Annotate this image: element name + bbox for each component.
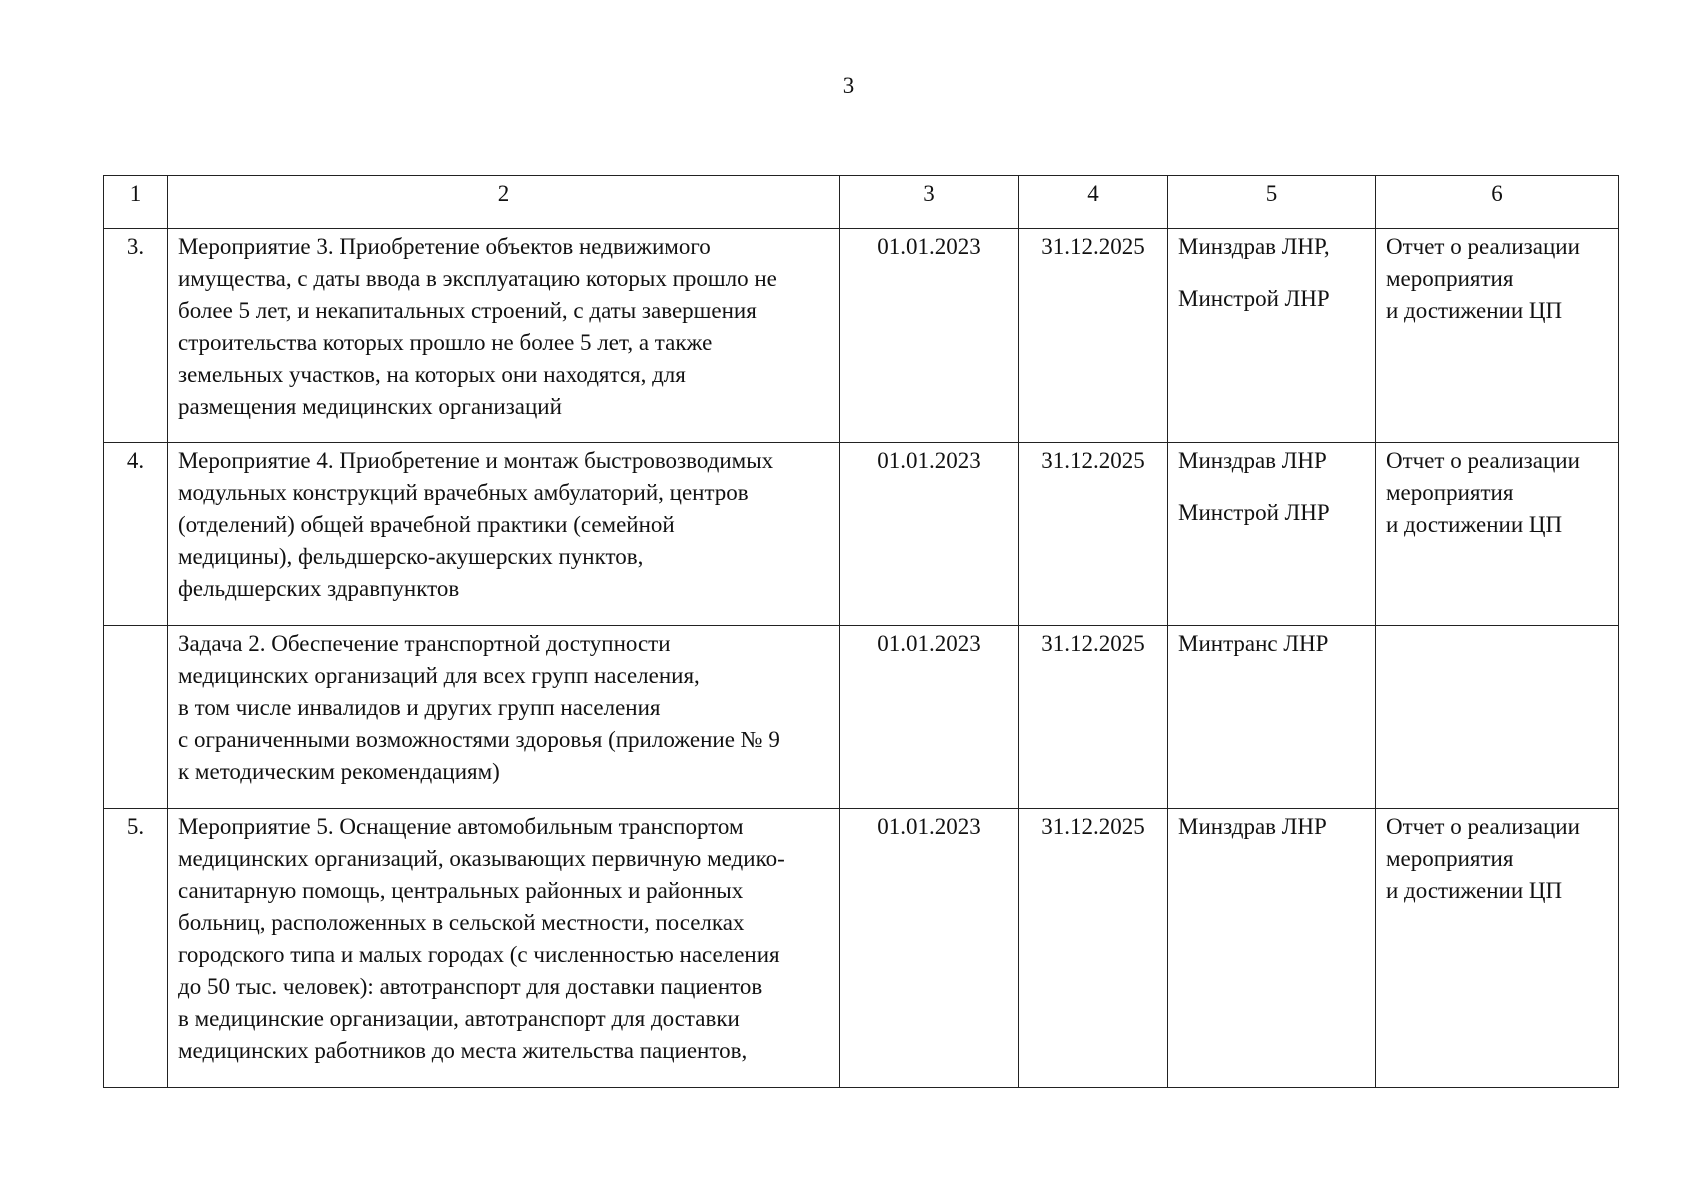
result-line: Отчет о реализации [1386,448,1580,473]
table-row [104,443,1619,626]
description-line: санитарную помощь, центральных районных и районных [178,878,744,903]
result-line: мероприятия [1386,266,1514,291]
header-cell: 5 [1168,176,1376,229]
responsible [1168,809,1376,1088]
responsible-line: Минтранс ЛНР [1178,631,1329,656]
description-line: Задача 2. Обеспечение транспортной доступности [178,631,671,656]
row-number: 3. [104,229,168,443]
description-line: более 5 лет, и некапитальных строений, с даты завершения [178,298,757,323]
description-line: медицинских организаций, оказывающих первичную медико- [178,846,785,871]
responsible-line: Минздрав ЛНР [1178,448,1327,473]
description-line: фельдшерских здравпунктов [178,576,460,601]
result-line: и достижении ЦП [1386,298,1563,323]
result-line: и достижении ЦП [1386,878,1563,903]
end-date: 31.12.2025 [1019,809,1168,1088]
row-description [168,229,840,443]
header-cell: 6 [1376,176,1619,229]
end-date: 31.12.2025 [1019,229,1168,443]
header-cell: 2 [168,176,840,229]
start-date: 01.01.2023 [840,443,1019,626]
responsible-line: Минстрой ЛНР [1178,500,1330,525]
result [1376,443,1619,626]
header-cell: 1 [104,176,168,229]
description-line: городского типа и малых городах (с численностью населения [178,942,780,967]
row-description [168,626,840,809]
description-line: в медицинские организации, автотранспорт для доставки [178,1006,740,1031]
row-number: 5. [104,809,168,1088]
responsible [1168,443,1376,626]
description-line: медицинских работников до места жительства пациентов, [178,1038,748,1063]
end-date: 31.12.2025 [1019,443,1168,626]
description-line: медицинских организаций для всех групп населения, [178,663,700,688]
row-number: 4. [104,443,168,626]
row-description [168,809,840,1088]
result-line: мероприятия [1386,480,1514,505]
header-cell: 3 [840,176,1019,229]
responsible-line: Минздрав ЛНР, [1178,234,1330,259]
description-line: размещения медицинских организаций [178,394,562,419]
description-line: больниц, расположенных в сельской местности, поселках [178,910,745,935]
table-row [104,229,1619,443]
plan-table [103,175,1619,1088]
page-number: 3 [842,73,855,98]
description-line: Мероприятие 4. Приобретение и монтаж быстровозводимых [178,448,774,473]
table-row [104,809,1619,1088]
description-line: строительства которых прошло не более 5 лет, а также [178,330,713,355]
result-line: Отчет о реализации [1386,814,1580,839]
result [1376,626,1619,809]
result-line: и достижении ЦП [1386,512,1563,537]
description-line: с ограниченными возможностями здоровья (приложение № 9 [178,727,780,752]
result [1376,809,1619,1088]
description-line: Мероприятие 5. Оснащение автомобильным транспортом [178,814,744,839]
row-number [104,626,168,809]
result [1376,229,1619,443]
description-line: к методическим рекомендациям) [178,759,500,784]
description-line: в том числе инвалидов и других групп населения [178,695,661,720]
description-line: Мероприятие 3. Приобретение объектов недвижимого [178,234,711,259]
end-date: 31.12.2025 [1019,626,1168,809]
description-line: имущества, с даты ввода в эксплуатацию которых прошло не [178,266,777,291]
description-line: земельных участков, на которых они находятся, для [178,362,686,387]
description-line: модульных конструкций врачебных амбулаторий, центров [178,480,749,505]
start-date: 01.01.2023 [840,626,1019,809]
row-description [168,443,840,626]
table-row [104,626,1619,809]
description-line: (отделений) общей врачебной практики (семейной [178,512,675,537]
responsible-line: Минстрой ЛНР [1178,286,1330,311]
table-header-row [104,176,1619,229]
result-line: мероприятия [1386,846,1514,871]
description-line: до 50 тыс. человек): автотранспорт для доставки пациентов [178,974,763,999]
header-cell: 4 [1019,176,1168,229]
responsible [1168,229,1376,443]
result-line: Отчет о реализации [1386,234,1580,259]
responsible-line: Минздрав ЛНР [1178,814,1327,839]
description-line: медицины), фельдшерско-акушерских пунктов, [178,544,644,569]
start-date: 01.01.2023 [840,809,1019,1088]
start-date: 01.01.2023 [840,229,1019,443]
responsible [1168,626,1376,809]
